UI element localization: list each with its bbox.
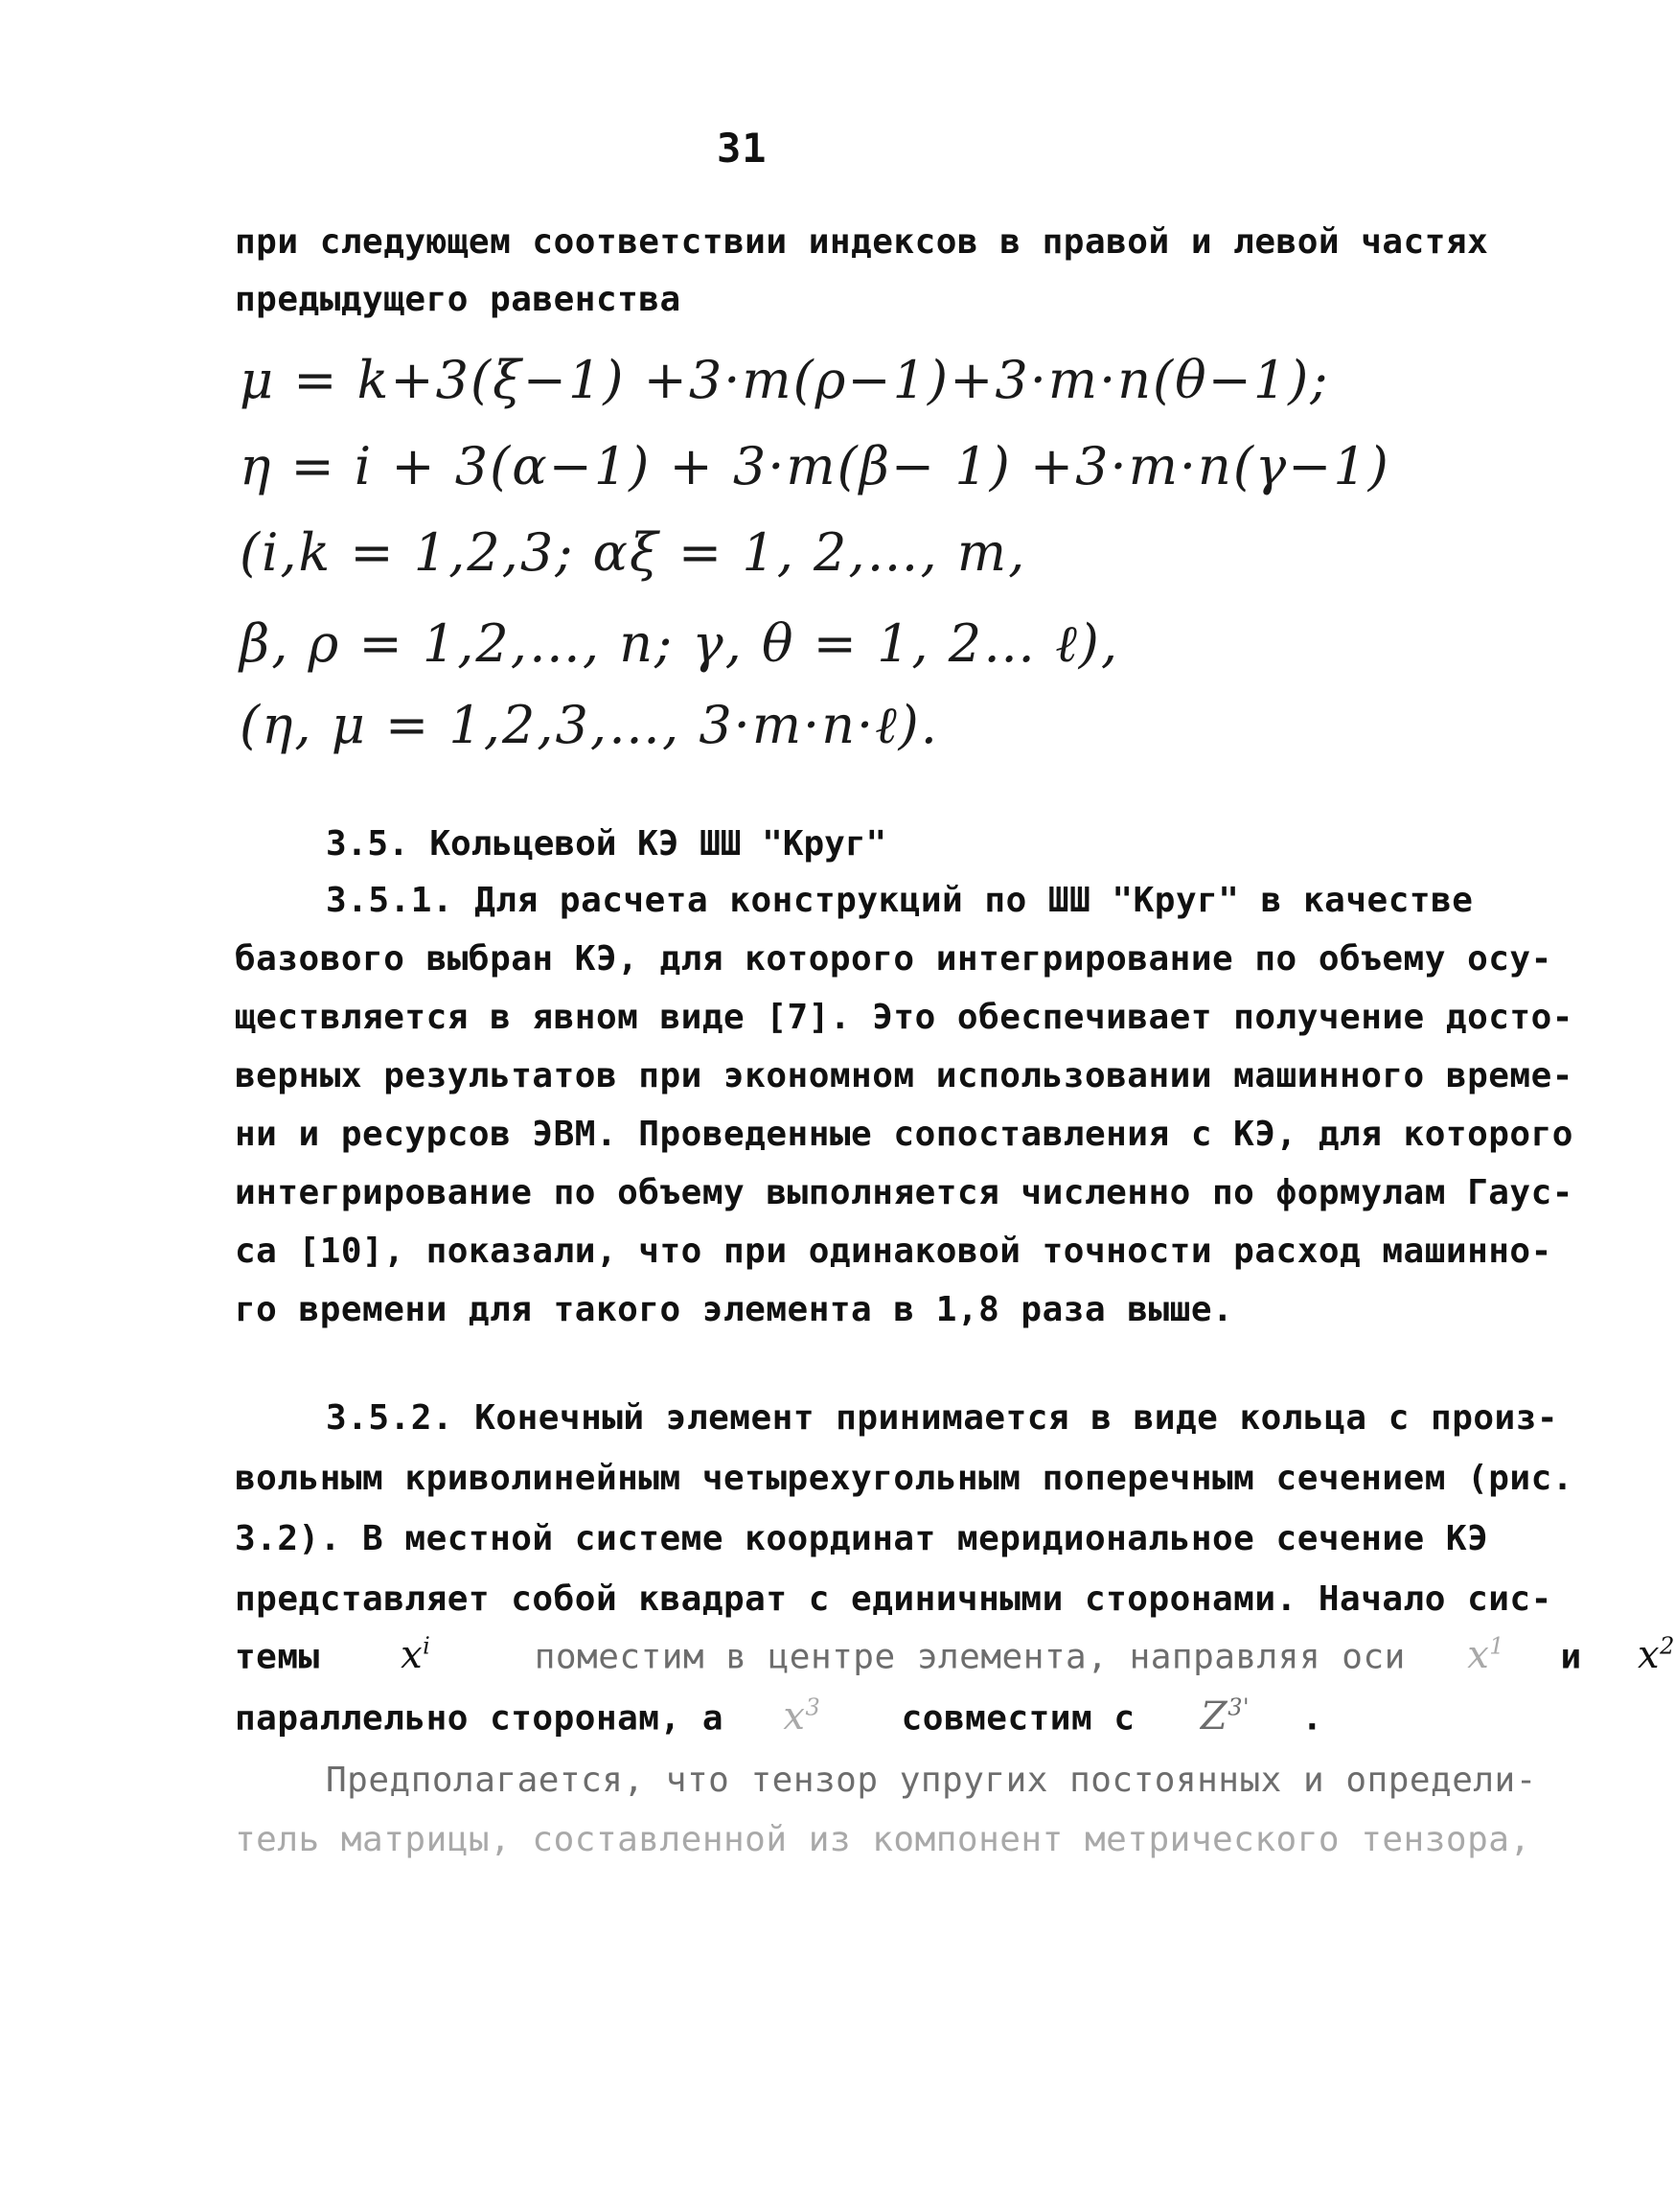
para2-line-1: 3.5.2. Конечный элемент принимается в виде кольца с произ- (326, 1398, 1559, 1438)
math-x-3: $x^3$ (783, 1694, 821, 1740)
para2-line-4: представляет собой квадрат с единичными сторонами. Начало сис- (235, 1579, 1552, 1619)
section-heading: 3.5. Кольцевой КЭ ШШ "Круг" (326, 824, 887, 864)
para1-line-7: са [10], показали, что при одинаковой точности расход машинно- (235, 1232, 1552, 1271)
line6-text-a: параллельно сторонам, а (235, 1698, 723, 1739)
line6-period: . (1301, 1698, 1323, 1739)
math-x-2: $x^2$ (1638, 1633, 1675, 1678)
formula-1: μ = k+3(ξ−1) +3·m(ρ−1)+3·m·n(θ−1); (240, 350, 1330, 410)
para2-line-2: вольным криволинейным четырехугольным поперечным сечением (рис. (235, 1459, 1573, 1498)
intro-line-1: при следующем соответствии индексов в правой и левой частях (235, 222, 1489, 262)
intro-line-2: предыдущего равенства (235, 280, 681, 319)
para1-line-6: интегрирование по объему выполняется численно по формулам Гаус- (235, 1173, 1573, 1212)
math-x-1: $x^1$ (1467, 1633, 1505, 1678)
para1-line-3: ществляется в явном виде [7]. Это обеспечивает получение досто- (235, 998, 1573, 1037)
para1-line-8: го времени для такого элемента в 1,8 раза выше. (235, 1290, 1234, 1329)
para1-line-5: ни и ресурсов ЭВМ. Проведенные сопоставления с КЭ, для которого (235, 1115, 1573, 1154)
para2-line-6 (235, 1694, 1385, 1740)
formula-4: β, ρ = 1,2,…, n; γ, θ = 1, 2… ℓ), (240, 613, 1120, 674)
word-i: и (1560, 1637, 1582, 1677)
line5-middle-text: поместим в центре элемента, направляя оси (534, 1637, 1406, 1677)
para1-line-1: 3.5.1. Для расчета конструкций по ШШ "Круг" в качестве (326, 881, 1474, 920)
math-x-i: $x^i$ (401, 1633, 431, 1678)
formula-5: (η, μ = 1,2,3,…, 3·m·n·ℓ). (240, 695, 939, 755)
formula-3: (i,k = 1,2,3; αξ = 1, 2,…, m, (240, 522, 1027, 583)
para1-line-2: базового выбран КЭ, для которого интегрирование по объему осу- (235, 939, 1552, 979)
line6-text-b: совместим с (901, 1698, 1136, 1739)
para2-line-5 (235, 1633, 1675, 1678)
word-temy: темы (235, 1637, 320, 1677)
para3-line-2: тель матрицы, составленной из компонент метрического тензора, (235, 1820, 1531, 1859)
page-number: 31 (717, 125, 768, 172)
formula-2: η = i + 3(α−1) + 3·m(β− 1) +3·m·n(γ−1) (240, 436, 1390, 496)
para1-line-4: верных результатов при экономном использовании машинного време- (235, 1056, 1573, 1095)
math-z-3prime: $Z^{3'}$ (1200, 1694, 1251, 1740)
para3-line-1: Предполагается, что тензор упругих постоянных и определи- (326, 1761, 1537, 1800)
para2-line-3: 3.2). В местной системе координат меридиональное сечение КЭ (235, 1519, 1489, 1558)
